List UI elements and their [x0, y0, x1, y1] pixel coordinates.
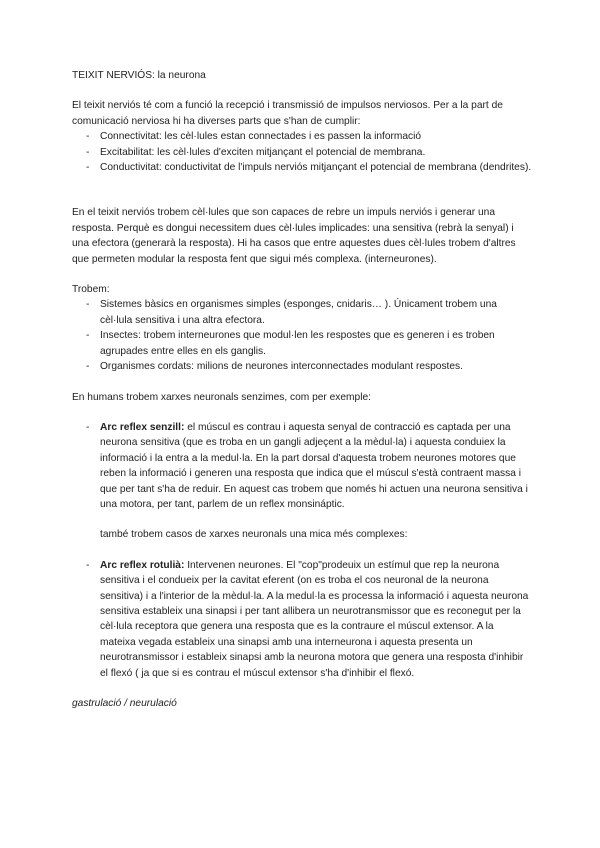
trobem-label: Trobem:	[72, 284, 110, 296]
list-item: - Excitabilitat: les cèl·lules d'exciten mitjançant el potencial de membrana.	[72, 145, 532, 160]
reflex-list-1	[72, 420, 532, 512]
list-item: - Conductivitat: conductivitat de l'impuls nerviós mitjançant el potencial de membrana (dendrites).	[72, 160, 532, 175]
list-item: - Connectivitat: les cèl·lules estan connectades i es passen la informació	[72, 129, 532, 144]
document-page	[72, 68, 532, 711]
complex-paragraph: també trobem casos de xarxes neuronals una mica més complexes:	[100, 529, 408, 541]
humans-paragraph: En humans trobem xarxes neuronals senzimes, com per exemple:	[72, 391, 371, 403]
reflex-list-2	[72, 558, 532, 681]
list-item: - Organismes cordats: milions de neurones interconnectades modulant respostes.	[72, 359, 532, 374]
list-item: - Insectes: trobem interneurones que modul·len les respostes que es generen i es troben agrupades entre elles en els ganglis.	[72, 328, 532, 359]
list-item-reflex-senzill	[72, 420, 532, 512]
footer-note: gastrulació / neurulació	[72, 698, 177, 709]
reflex-rotulia-heading: Arc reflex rotulià:	[100, 559, 185, 571]
document-title: TEIXIT NERVIÓS: la neurona	[72, 70, 206, 81]
reflex-senzill-text: el múscul es contrau i aquesta senyal de contracció es captada per una neurona sensitiva (que es troba en un gangli adjeçent a la mèdul·la) i aquesta conduiex la informació i la entra a la medul·la. En la part dorsal d'aquesta trobem neurones motores que reben la informació i generen una resposta que indica que el múscul s'està contraent massa i que per tant s'ha de reduir. En aquest cas trobem que només hi actuen una neurona sensitiva i una motora, per tant, parlem de un reflex monsináptic.	[100, 421, 528, 510]
list-item-reflex-rotulia	[72, 558, 532, 681]
trobem-list	[72, 297, 532, 374]
reflex-rotulia-text: Intervenen neurones. El "cop"prodeuix un estímul que rep la neurona sensitiva i el condueix per la cavitat eferent (on es troba el cos neuronal de la neurona sensitiva) i a l'interior de la mèdul·la. A la medul·la es processa la informació i aquesta neurona sensitiva estableix una sinapsi i per tant allibera un neurotransmissor que es reconegut per la cèl·lula receptora que genera una resposta que es la contraure el múscul extensor. A la mateixa vegada estableix una sinapsi amb una interneurona i aquesta presenta un neurotransmissor i estableix sinapsi amb la neurona motora que genera una resposta d'inhibir el flexó ( ja que si es contrau el múscul extensor s'ha d'inhibir el flexó.	[100, 559, 529, 679]
intro-paragraph: El teixit nerviós té com a funció la recepció i transmissió de impulsos nerviosos. Per a la part de comunicació nerviosa hi ha diverses parts que s'han de cumplir:	[72, 100, 503, 127]
properties-list	[72, 129, 532, 175]
reflex-senzill-heading: Arc reflex senzill:	[100, 421, 185, 433]
list-item: - Sistemes bàsics en organismes simples (esponges, cnidaris… ). Únicament trobem una cèl·lula sensitiva i una altra efectora.	[72, 297, 532, 328]
cells-paragraph: En el teixit nerviós trobem cèl·lules que son capaces de rebre un impuls nerviós i generar una resposta. Perquè es dongui necessitem dues cèl·lules implicades: una sensitiva (rebrà la senyal) i una efectora (generarà la resposta). Hi ha casos que entre aquestes dues cèl·lules trobem d'altres que permeten modular la resposta fent que sigui més complexa. (interneurones).	[72, 207, 516, 265]
